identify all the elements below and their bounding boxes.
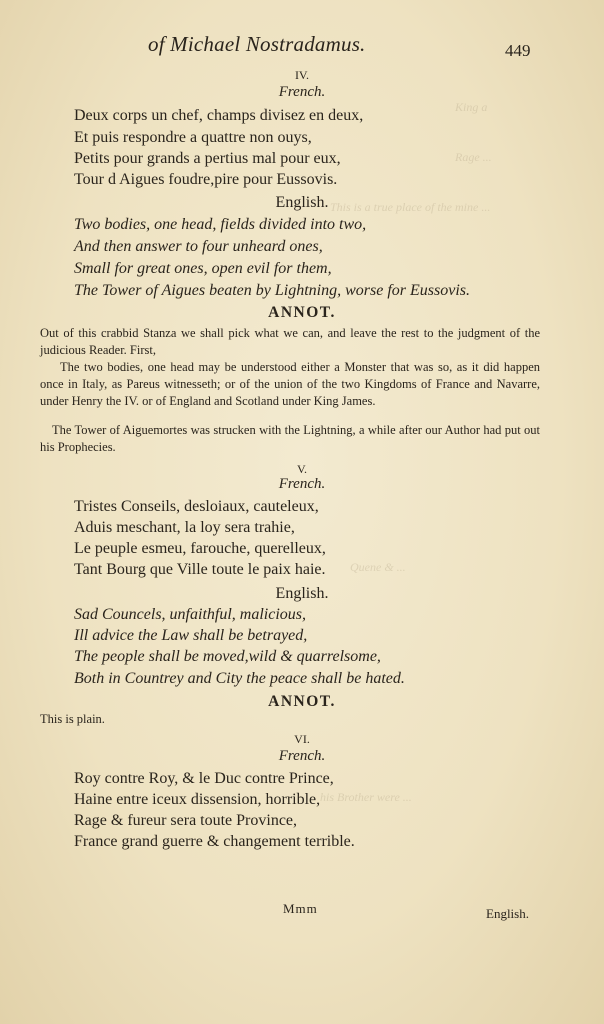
stanza-vi-french-line-4: France grand guerre & changement terrible. (74, 833, 355, 850)
stanza-v-english-line-3: The people shall be moved,wild & quarrelsome, (74, 648, 381, 665)
stanza-v-english-line-1: Sad Councels, unfaithful, malicious, (74, 606, 306, 623)
stanza-v-english-line-4: Both in Countrey and City the peace shall be hated. (74, 670, 405, 687)
stanza-iv-english-line-4: The Tower of Aigues beaten by Lightning, worse for Eussovis. (74, 282, 471, 299)
stanza-v-french-line-1: Tristes Conseils, desloiaux, cauteleux, (74, 498, 319, 515)
stanza-iv-annot-para-1: Out of this crabbid Stanza we shall pick what we can, and leave the rest to the judgment of the judicious Reader. First, (40, 326, 540, 357)
stanza-v-french-line-2: Aduis meschant, la loy sera trahie, (74, 519, 295, 536)
show-through-5: his Brother were ... (320, 790, 412, 804)
stanza-iv-english-line-2: And then answer to four unheard ones, (74, 238, 323, 255)
stanza-iv-english-line-1: Two bodies, one head, fields divided into two, (74, 216, 367, 233)
stanza-iv-numeral: IV. (294, 68, 310, 82)
stanza-iv-english-line-3: Small for great ones, open evil for them, (74, 260, 332, 277)
stanza-v-french-label: French. (278, 476, 326, 492)
page-number: 449 (505, 41, 531, 60)
signature-mark: Mmm (283, 901, 318, 916)
stanza-vi-french-label: French. (278, 748, 326, 764)
stanza-iv-english-label: English. (275, 194, 329, 211)
stanza-iv-french-label: French. (278, 84, 326, 100)
stanza-iv-french-line-1: Deux corps un chef, champs divisez en deux, (74, 107, 364, 124)
show-through-1: King a (455, 100, 488, 114)
stanza-vi-french-line-1: Roy contre Roy, & le Duc contre Prince, (74, 770, 334, 787)
stanza-vi-french-line-3: Rage & fureur sera toute Province, (74, 812, 298, 829)
stanza-vi-numeral: VI. (294, 732, 310, 746)
stanza-v-english-line-2: Ill advice the Law shall be betrayed, (74, 627, 308, 644)
stanza-iv-annot-para-3: The Tower of Aiguemortes was strucken with the Lightning, a while after our Author had put out his Prophecies. (40, 423, 540, 454)
running-title: of Michael Nostradamus. (148, 32, 366, 56)
show-through-2: Rage ... (455, 150, 492, 164)
stanza-iv-annot-heading: ANNOT. (268, 304, 336, 321)
stanza-v-annot-para-1: This is plain. (40, 712, 105, 726)
stanza-iv-french-line-2: Et puis respondre a quattre non ouys, (74, 129, 312, 146)
show-through-3: This is a true place of the mine ... (330, 200, 491, 214)
stanza-v-french-line-4: Tant Bourg que Ville toute le paix haie. (74, 561, 326, 578)
stanza-v-english-label: English. (275, 585, 329, 602)
stanza-vi-french-line-2: Haine entre iceux dissension, horrible, (74, 791, 321, 808)
stanza-v-french-line-3: Le peuple esmeu, farouche, querelleux, (74, 540, 326, 557)
show-through-4: Quene & ... (350, 560, 406, 574)
stanza-iv-french-line-4: Tour d Aigues foudre,pire pour Eussovis. (74, 171, 338, 188)
stanza-v-annot-heading: ANNOT. (268, 693, 336, 710)
stanza-v-numeral: V. (296, 462, 308, 476)
stanza-iv-french-line-3: Petits pour grands a pertius mal pour eux, (74, 150, 341, 167)
catchword: English. (486, 906, 529, 921)
stanza-iv-annot-para-2: The two bodies, one head may be understood either a Monster that was so, as it did happen once in Italy, as Pareus witnesseth; or of the union of the two Kingdoms of France and Navarre, under Henry the IV. or of England and Scotland under King James. (40, 360, 540, 408)
